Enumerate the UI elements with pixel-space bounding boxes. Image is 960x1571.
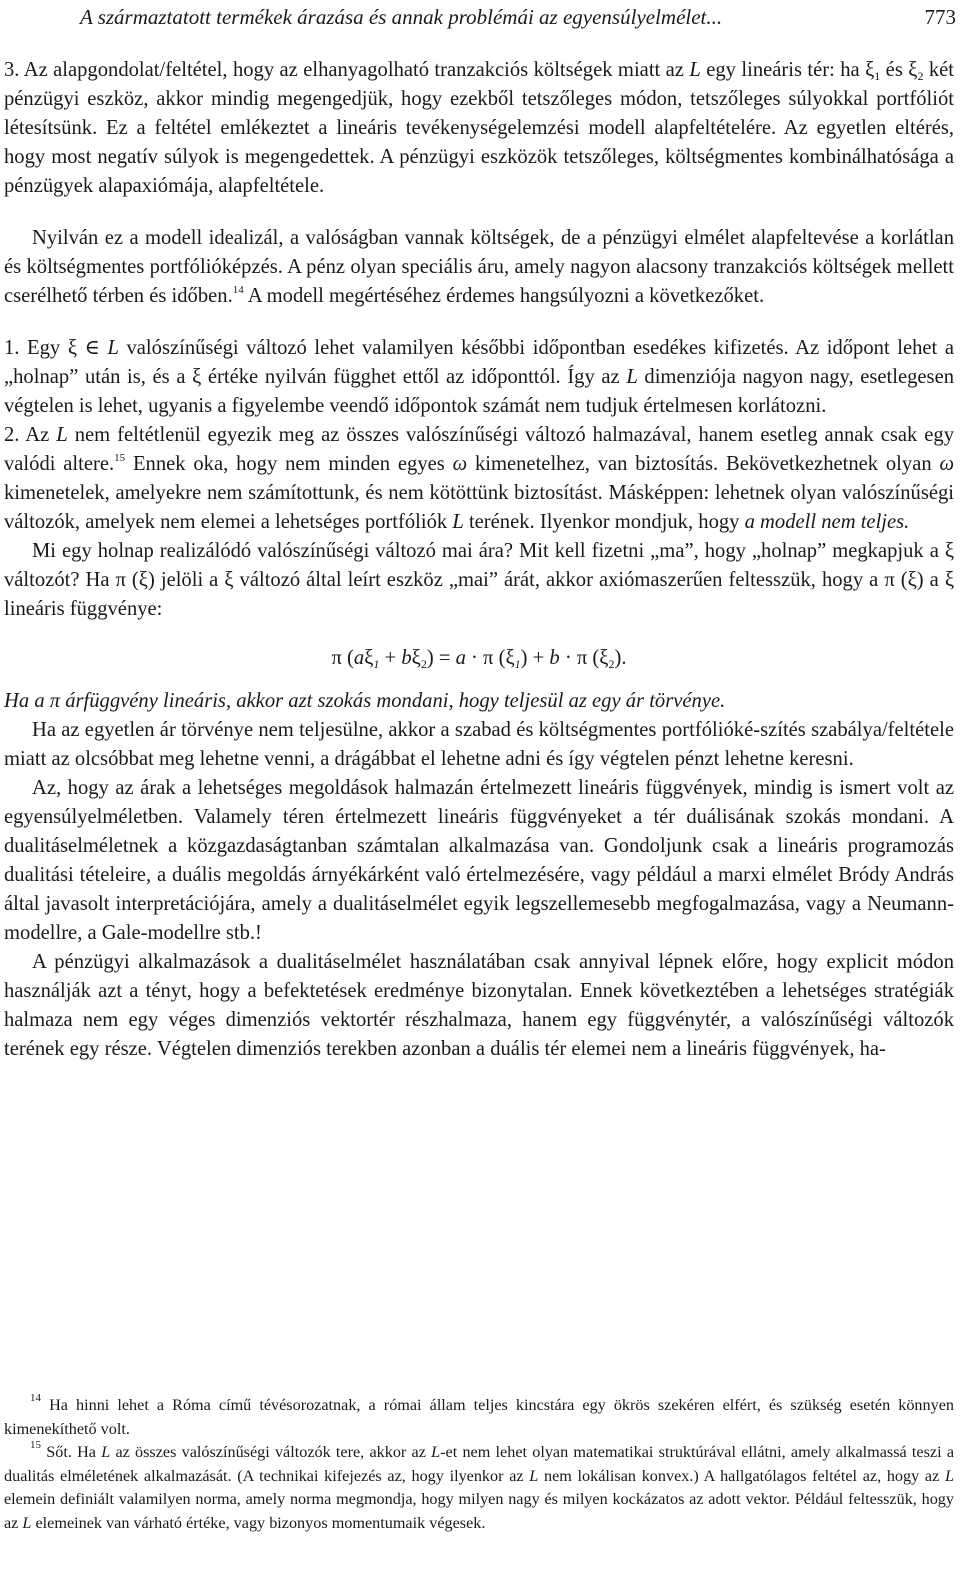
paragraph-idealization: Nyilván ez a modell idealizál, a valóságban vannak költségek, de a pénzügyi elmélet alapfeltevése a korlátlan és költségmentes portfólióképzés. A pénz olyan speciális áru, amely nagyon alacsony tranzakciós költségek mellett cserélhető térben és időben.$^{14}$ A modell megértéséhez érdemes hangsúlyozni a következőket.	[4, 227, 954, 307]
page-number: 773	[924, 5, 956, 29]
linearity-equation: π $(a\xi_1 + b\xi_2) = a \cdot \pi$ $(\xi_1) + b \cdot \pi$ $(\xi_2)$.	[331, 647, 627, 672]
footnotes	[4, 1394, 954, 1535]
paragraph-assumption-3: 3. Az alapgondolat/feltétel, hogy az elhanyagolható tranzakciós költségek miatt az L egy lineáris tér: ha $\xi_1$ és $\xi_2$ két pénzügyi eszköz, akkor mindig megengedjük, hogy ezekből tetszőleges módon, tetszőleges súlyokkal portfóliót létesítsünk. Ez a feltétel emlékeztet a lineáris tevékenységelemzési modell alapfeltételére. Az egyetlen eltérés, hogy most negatív súlyok is megengedettek. A pénzügyi eszközök tetszőleges, költségmentes kombinálhatósága a pénzügyek alapaxiómája, alapfeltétele.	[4, 59, 955, 197]
paragraph-price-question: Mi egy holnap realizálódó valószínűségi változó mai ára? Mit kell fizetni „ma”, hogy „holnap” megkapjuk a ξ változót? Ha π (ξ) jelöli a ξ változó által leírt eszköz „mai” árát, akkor axiómaszerűen feltesszük, hogy a π (ξ) a ξ lineáris függvénye:	[4, 540, 954, 620]
paragraph-law-of-one-price: Ha a π árfüggvény lineáris, akkor azt szokás mondani, hogy teljesül az egy ár törvénye.	[4, 690, 726, 712]
paragraph-point-2: 2. Az L nem feltétlenül egyezik meg az összes valószínűségi változó halmazával, hanem esetleg annak csak egy valódi altere.$^{15}$ Ennek oka, hogy nem minden egyes ω kimenetelhez, van biztosítás. Bekövetkezhetnek olyan ω kimenetelek, amelyekre nem számítottunk, és nem kötöttünk biztosítást. Másképpen: lehetnek olyan valószínűségi változók, amelyek nem elemei a lehetséges portfóliók L terének. Ilyenkor mondjuk, hogy a modell nem teljes.	[4, 424, 955, 533]
footnote-14: $^{14}$ Ha hinni lehet a Róma című tévésorozatnak, a római állam teljes kincstára egy ökrös szekéren elfért, és szükség esetén könnyen kimenekíthető volt.	[4, 1392, 954, 1438]
paragraph-duality: Az, hogy az árak a lehetséges megoldások halmazán értelmezett lineáris függvények, mindig is ismert volt az egyensúlyelméletben. Valamely téren értelmezett lineáris függvényeket a tér duálisának szokás mondani. A dualitáselméletnek a közgazdaságtanban számtalan alkalmazása van. Gondoljunk csak a lineáris programozás dualitási tételeire, a duális megoldás árnyékárként való értelmezésére, vagy például a marxi elmélet Bródy András által javasolt interpretációjára, amely a dualitáselmélet egyik legszellemesebb megfogalmazása, vagy a Neumann-modellre, a Gale-modellre stb.!	[4, 777, 954, 944]
paragraph-point-1: 1. Egy ξ ∈ L valószínűségi változó lehet valamilyen későbbi időpontban esedékes kifizetés. Az időpont lehet a „holnap” után is, és a ξ értéke nyilván függhet ettől az időponttól. Így az L dimenziója nagyon nagy, esetlegesen végtelen is lehet, ugyanis a figyelembe veendő időpontok számát nem tudjuk értelmesen korlátozni.	[4, 337, 955, 417]
paragraph-arbitrage: Ha az egyetlen ár törvénye nem teljesülne, akkor a szabad és költségmentes portfólióké-szítés szabálya/feltétele miatt az olcsóbbat meg lehetne venni, a drágábbat el lehetne adni és így végtelen pénzt lehetne keresni.	[4, 719, 954, 770]
footnote-ref-15[interactable]: 15	[114, 452, 126, 465]
running-header	[80, 4, 956, 30]
footnote-15: $^{15}$ Sőt. Ha L az összes valószínűségi változók tere, akkor az L-et nem lehet olyan matematikai struktúrával ellátni, amely alkalmassá teszi a dualitás elméletének alkalmazását. (A technikai kifejezés az, hogy ilyenkor az L nem lokálisan konvex.) A hallgatólagos feltétel az, hogy az L elemein definiált valamilyen norma, amely norma megmondja, hogy milyen nagy és milyen kockázatos az adott vektor. Például feltesszük, hogy az L elemeinek van várható értéke, vagy bizonyos momentumaik végesek.	[4, 1439, 955, 1532]
paragraph-financial-applications: A pénzügyi alkalmazások a dualitáselmélet használatában csak annyival lépnek előre, hogy explicit módon használják azt a tényt, hogy a befektetések eredménye bizonytalan. Ennek következtében a lehetséges stratégiák halmaza nem egy véges dimenziós vektortér részhalmaza, hanem egy függvénytér, a valószínűségi változók terének egy része. Végtelen dimenziós terekben azonban a duális tér elemei nem a lineáris függvények, ha-	[4, 951, 954, 1060]
footnote-ref-14[interactable]: 14	[232, 284, 244, 297]
body-text	[4, 56, 954, 1064]
running-title: A származtatott termékek árazása és annak problémái az egyensúlyelmélet...	[80, 5, 723, 29]
